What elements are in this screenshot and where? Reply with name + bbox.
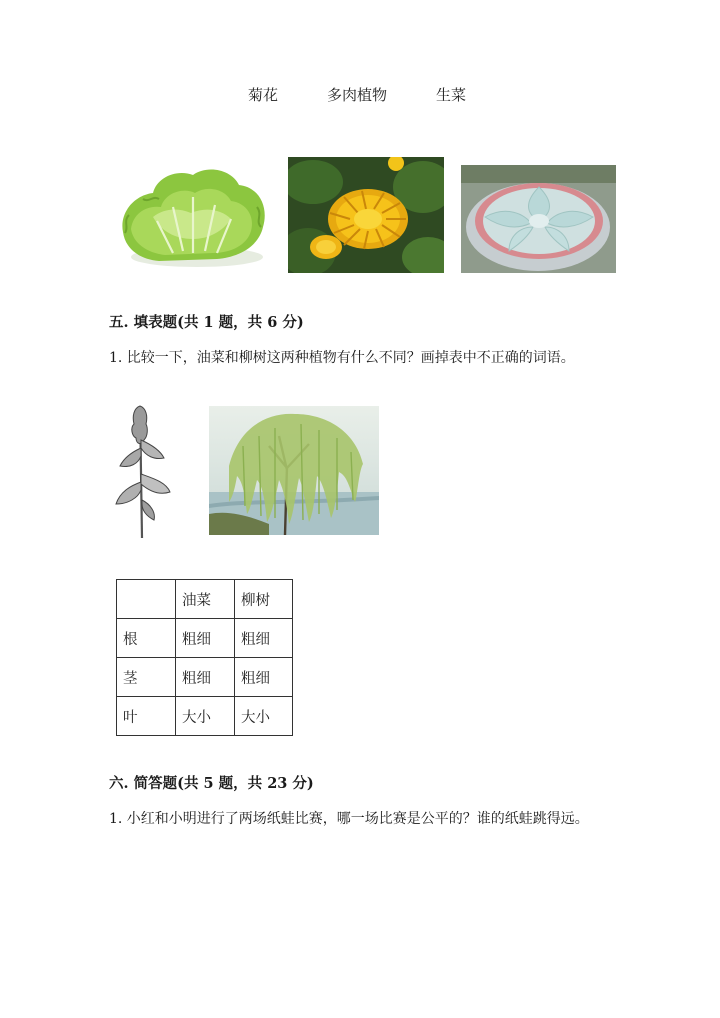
lettuce-image <box>113 157 271 272</box>
table-row <box>117 619 293 658</box>
label-chrysanthemum: 菊花 <box>248 86 279 104</box>
table-cell-option[interactable]: 大小 <box>176 697 235 736</box>
table-header-row <box>117 580 293 619</box>
table-cell-option[interactable]: 粗细 <box>176 658 235 697</box>
section6-question: 1. 小红和小明进行了两场纸蛙比赛，哪一场比赛是公平的？谁的纸蛙跳得远。 <box>109 811 589 827</box>
table-header-cell: 柳树 <box>235 580 293 619</box>
comparison-table <box>116 579 293 736</box>
table-row <box>117 658 293 697</box>
section5-heading: 五. 填表题(共 1 题，共 6 分) <box>109 314 304 331</box>
plant-labels-row <box>0 84 720 108</box>
table-cell-option[interactable]: 大小 <box>235 697 293 736</box>
section5-question: 1. 比较一下，油菜和柳树这两种植物有什么不同？画掉表中不正确的词语。 <box>109 350 575 366</box>
table-row-label: 根 <box>117 619 176 658</box>
table-header-cell: 油菜 <box>176 580 235 619</box>
label-succulent: 多肉植物 <box>327 86 388 104</box>
table-cell-option[interactable]: 粗细 <box>176 619 235 658</box>
table-row-label: 茎 <box>117 658 176 697</box>
rapeseed-image <box>106 400 174 538</box>
label-lettuce: 生菜 <box>436 86 467 104</box>
willow-image <box>209 406 379 535</box>
table-row <box>117 697 293 736</box>
table-header-cell <box>117 580 176 619</box>
table-cell-option[interactable]: 粗细 <box>235 658 293 697</box>
table-row-label: 叶 <box>117 697 176 736</box>
section6-heading: 六. 简答题(共 5 题，共 23 分) <box>109 775 314 792</box>
chrysanthemum-image <box>288 157 444 273</box>
succulent-image <box>461 165 616 273</box>
table-cell-option[interactable]: 粗细 <box>235 619 293 658</box>
